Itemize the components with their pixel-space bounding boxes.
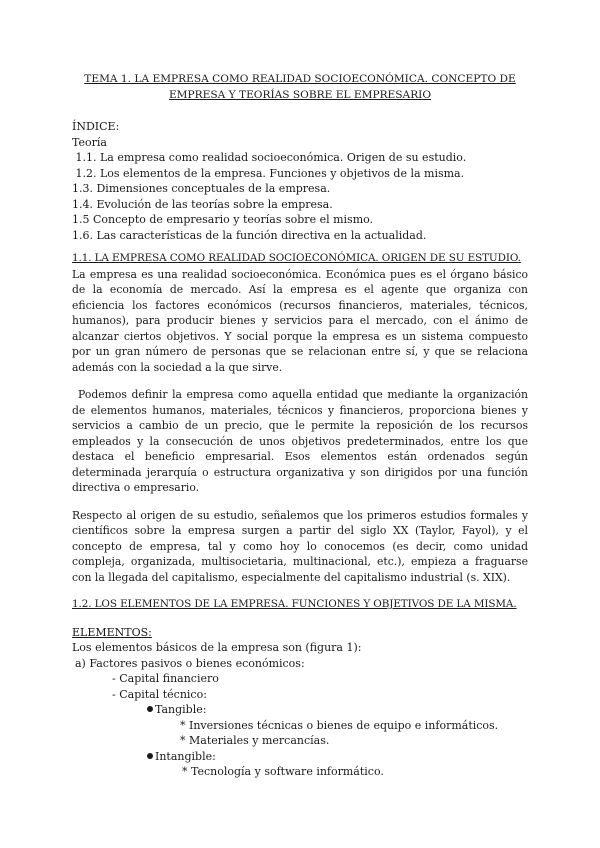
section-2-heading: 1.2. LOS ELEMENTOS DE LA EMPRESA. FUNCIONES Y OBJETIVOS DE LA MISMA. <box>72 598 517 610</box>
index-item: 1.5 Concepto de empresario y teorías sobre el mismo. <box>72 213 374 226</box>
intangible-label: Intangible: <box>155 749 216 763</box>
list-item-capital-financiero: - Capital financiero <box>112 672 219 685</box>
section-1-paragraph-2: Podemos definir la empresa como aquella entidad que mediante la organización de elementos humanos, materiales, técnicos y financieros, proporciona bienes y servicios a cambio de un precio, que le permite la reposición de los recursos empleados y la consecución de unos objetivos predeterminados, entre los que destaca el beneficio empresarial. Esos elementos están ordenados según determinada jerarquía o estructura organizativa y son dirigidos por una función directiva o empresario. <box>72 388 528 494</box>
index-item: 1.4. Evolución de las teorías sobre la empresa. <box>72 197 333 211</box>
bullet-icon <box>147 706 153 712</box>
title-line-2: EMPRESA Y TEORÍAS SOBRE EL EMPRESARIO <box>168 88 432 101</box>
elements-intro: Los elementos básicos de la empresa son (figura 1): <box>72 641 362 654</box>
index-item: 1.1. La empresa como realidad socioeconómica. Origen de su estudio. <box>72 151 467 164</box>
index-subheading: Teoría <box>72 135 107 149</box>
document-page <box>72 72 528 780</box>
list-item-tangible <box>72 702 528 718</box>
index-item: 1.3. Dimensiones conceptuales de la empresa. <box>72 182 331 195</box>
tangible-label: Tangible: <box>155 703 207 716</box>
list-item-tecnologia: * Tecnología y software informático. <box>182 765 384 778</box>
section-1-paragraph-1: La empresa es una realidad socioeconómica. Económica pues es el órgano básico de la economía de mercado. Así la empresa es el agente que organiza con eficiencia los factores económicos (recursos financieros, materiales, técnicos, humanos), para producir bienes y servicios para el mercado, con el ánimo de alcanzar ciertos objetivos. Y social porque la empresa es un sistema compuesto por un gran número de personas que se relacionan entre sí, y que se relaciona además con la sociedad a la que sirve. <box>72 267 528 374</box>
section-1-paragraph-3: Respecto al origen de su estudio, señalemos que los primeros estudios formales y científicos sobre la empresa surgen a partir del siglo XX (Taylor, Fayol), y el concepto de empresa, tal y como hoy lo conocemos (es decir, como unidad compleja, organizada, multisocietaria, multinacional, etc.), empieza a fraguarse con la llegada del capitalismo, especialmente del capitalismo industrial (s. XIX). <box>72 508 528 584</box>
list-item-intangible <box>72 749 528 765</box>
list-item-materiales: * Materiales y mercancías. <box>180 734 330 747</box>
section-1-heading: 1.1. LA EMPRESA COMO REALIDAD SOCIOECONÓMICA. ORIGEN DE SU ESTUDIO. <box>72 252 521 264</box>
index-item: 1.2. Los elementos de la empresa. Funciones y objetivos de la misma. <box>72 166 465 180</box>
index-heading: ÍNDICE: <box>72 120 120 133</box>
list-item-inversiones: * Inversiones técnicas o bienes de equipo e informáticos. <box>180 718 499 732</box>
section-1 <box>72 251 528 585</box>
bullet-icon <box>147 753 153 759</box>
section-2 <box>72 597 528 780</box>
index-section <box>72 119 528 243</box>
title-line-1: TEMA 1. LA EMPRESA COMO REALIDAD SOCIOECONÓMICA. CONCEPTO DE <box>84 73 516 85</box>
list-item-factores-pasivos: a) Factores pasivos o bienes económicos: <box>75 656 305 670</box>
elements-heading: ELEMENTOS: <box>72 625 152 639</box>
index-item: 1.6. Las características de la función directiva en la actualidad. <box>72 228 427 242</box>
document-title <box>72 72 528 103</box>
list-item-capital-tecnico: - Capital técnico: <box>112 687 207 701</box>
